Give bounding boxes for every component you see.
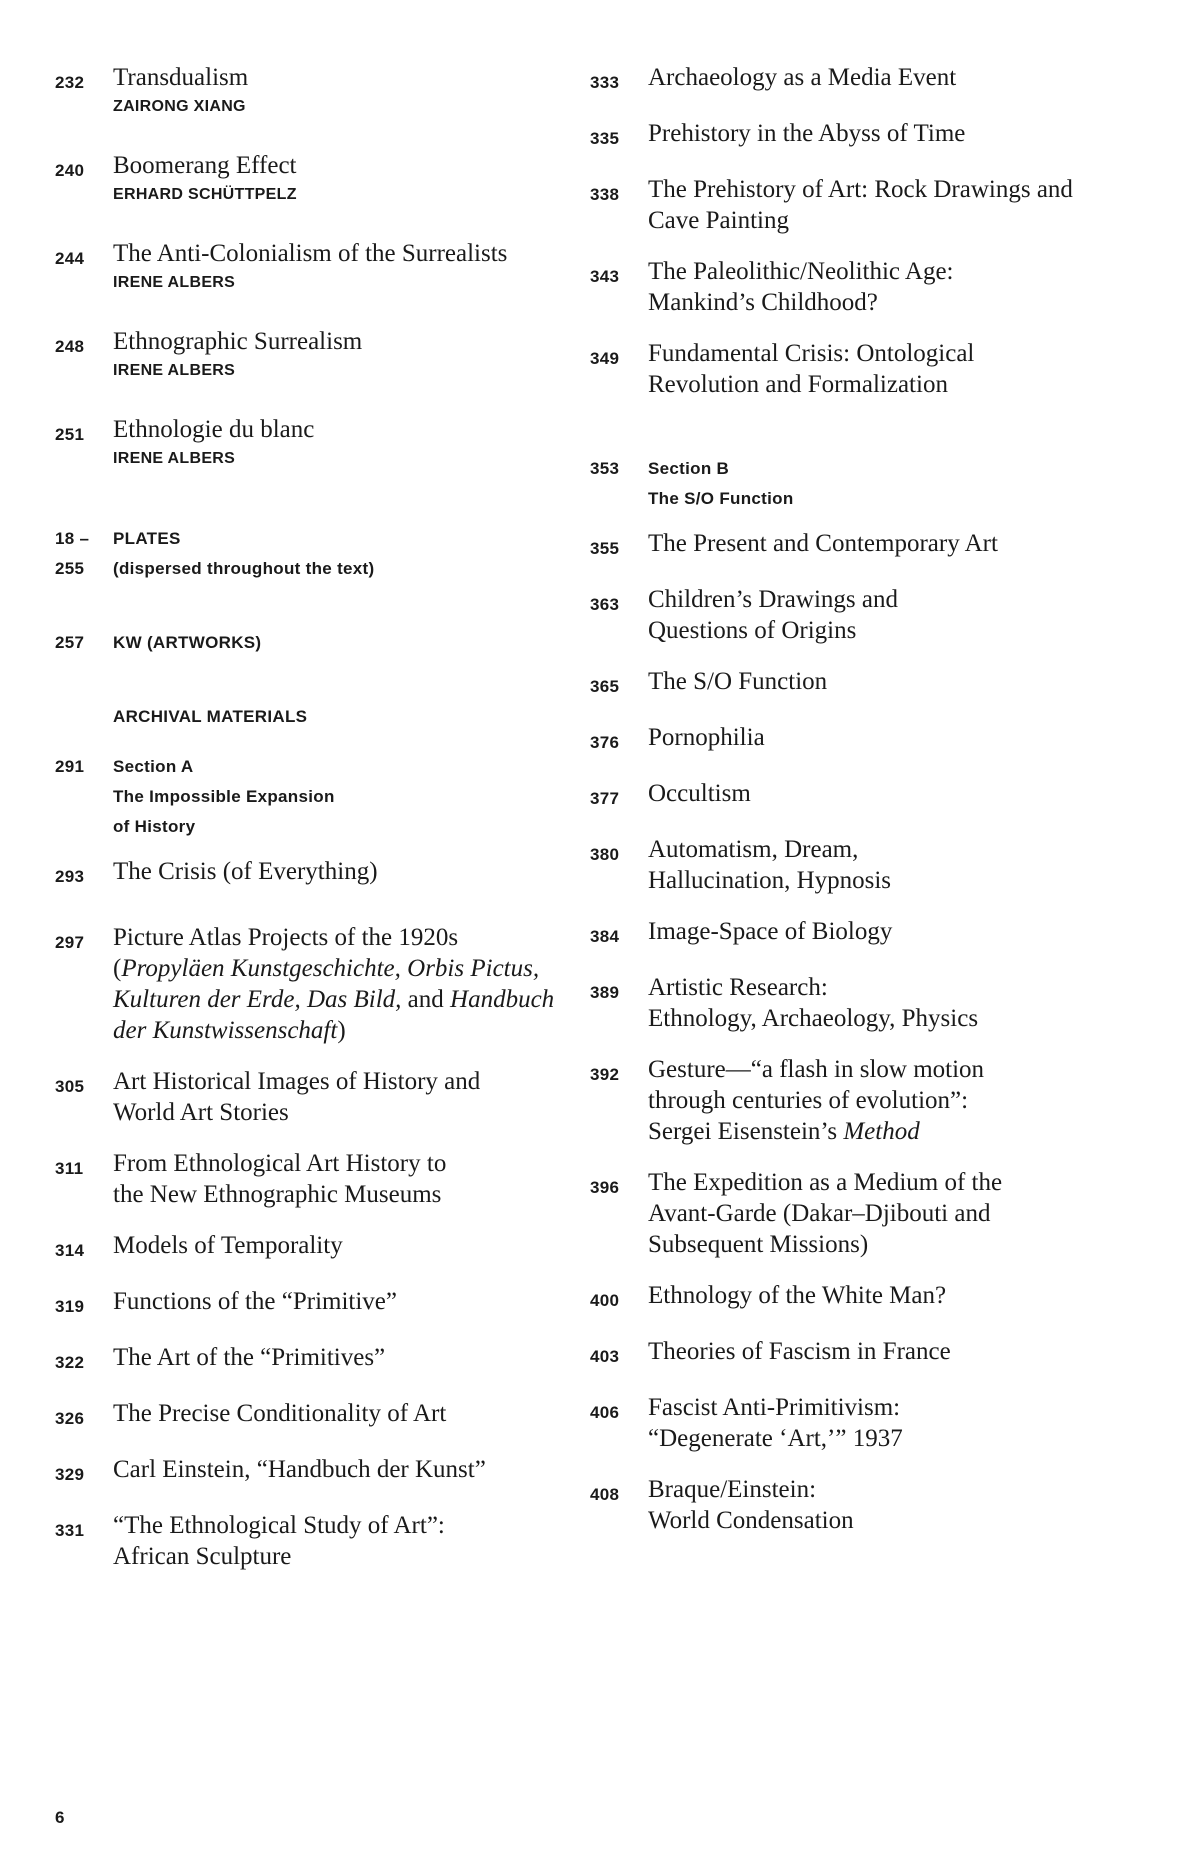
toc-entry[interactable] (590, 666, 1150, 702)
entry-title: The Crisis (of Everything) (113, 858, 378, 885)
entry-title: The Anti-Colonialism of the Surrealists (113, 240, 508, 267)
entry-title: Pornophilia (648, 724, 765, 751)
page-ref: 232 (55, 73, 85, 92)
italic-works: Handbuch (450, 986, 555, 1013)
toc-section-b[interactable] (590, 448, 1150, 514)
entry-title: Theories of Fascism in France (648, 1338, 951, 1365)
entry-title: Ethnographic Surrealism (113, 328, 363, 355)
entry-title: Transdualism (113, 64, 249, 91)
entry-title: Models of Temporality (113, 1232, 343, 1259)
section-a-label: Section A The Impossible Expansion of History (113, 757, 335, 836)
page-ref: 244 (55, 249, 85, 268)
page-ref: 400 (590, 1291, 620, 1310)
section-b-label: Section B The S/O Function (648, 459, 794, 508)
toc-entry[interactable] (590, 1280, 1150, 1316)
page-ref: 365 (590, 677, 620, 696)
toc-entry[interactable] (55, 1230, 575, 1266)
entry-title: Fascist Anti-Primitivism: “Degenerate ‘Art,’” 1937 (648, 1394, 903, 1452)
toc-entry[interactable] (590, 1474, 1150, 1536)
toc-entry[interactable] (590, 584, 1150, 646)
entry-title: The Art of the “Primitives” (113, 1344, 386, 1371)
entry-title: Archaeology as a Media Event (648, 64, 957, 91)
page-ref: 349 (590, 349, 620, 368)
toc-entry[interactable] (55, 856, 575, 892)
plates-label: PLATES (dispersed throughout the text) (113, 529, 375, 578)
toc-kw-entry[interactable] (55, 622, 575, 658)
toc-entry[interactable] (55, 62, 575, 120)
page-ref: 291 (55, 757, 85, 776)
entry-title: Image-Space of Biology (648, 918, 893, 945)
toc-entry[interactable] (55, 922, 575, 1046)
toc-entry[interactable] (55, 1148, 575, 1210)
entry-title: Fundamental Crisis: Ontological Revolution and Formalization (648, 340, 975, 398)
page-ref: 311 (55, 1159, 84, 1178)
kw-label: KW (ARTWORKS) (113, 633, 262, 652)
entry-author: ZAIRONG XIANG (113, 98, 246, 115)
toc-entry[interactable] (55, 1510, 575, 1572)
entry-author: ERHARD SCHÜTTPELZ (113, 186, 297, 203)
toc-entry[interactable] (590, 1392, 1150, 1454)
toc-entry[interactable] (55, 1066, 575, 1128)
toc-entry[interactable] (590, 62, 1150, 98)
spacer (55, 696, 113, 702)
entry-author: IRENE ALBERS (113, 450, 236, 467)
entry-title: Automatism, Dream, Hallucination, Hypnosis (648, 836, 892, 894)
page-ref: 363 (590, 595, 620, 614)
page-ref: 305 (55, 1077, 85, 1096)
toc-entry[interactable] (55, 238, 575, 296)
page-ref: 403 (590, 1347, 620, 1366)
entry-title: The S/O Function (648, 668, 828, 695)
italic-work: Method (843, 1118, 920, 1145)
title-text: Picture Atlas Projects of the 1920s (113, 924, 459, 951)
page-ref: 343 (590, 267, 620, 286)
toc-entry[interactable] (590, 528, 1150, 564)
page-ref: 257 (55, 633, 85, 652)
page-ref: 406 (590, 1403, 620, 1422)
page-number: 6 (55, 1808, 65, 1827)
entry-title: Ethnologie du blanc (113, 416, 315, 443)
entry-title: The Expedition as a Medium of the Avant-Garde (Dakar–Djibouti and Subsequent Missions) (648, 1169, 1003, 1258)
page-ref: 248 (55, 337, 85, 356)
entry-title: Ethnology of the White Man? (648, 1282, 947, 1309)
toc-entry[interactable] (55, 1342, 575, 1378)
page-ref: 377 (590, 789, 620, 808)
toc-entry[interactable] (590, 174, 1150, 236)
toc-entry[interactable] (55, 1398, 575, 1434)
page-ref: 380 (590, 845, 620, 864)
entry-title: The Prehistory of Art: Rock Drawings and Cave Painting (648, 176, 1073, 234)
entry-title: The Paleolithic/Neolithic Age: Mankind’s Childhood? (648, 258, 954, 316)
toc-entry[interactable] (590, 834, 1150, 896)
entry-title: “The Ethnological Study of Art”: African Sculpture (113, 1512, 445, 1570)
conjunction: and (401, 986, 451, 1013)
page-ref: 240 (55, 161, 85, 180)
page-ref: 329 (55, 1465, 85, 1484)
entry-title: Boomerang Effect (113, 152, 297, 179)
toc-entry[interactable] (590, 722, 1150, 758)
entry-title: Children’s Drawings and Questions of Origins (648, 586, 898, 644)
page-ref: 322 (55, 1353, 85, 1372)
toc-plates-entry[interactable] (55, 518, 575, 584)
italic-works: der Kunstwissenschaft (113, 1017, 338, 1044)
toc-entry[interactable] (590, 1054, 1150, 1147)
entry-title: Carl Einstein, “Handbuch der Kunst” (113, 1456, 486, 1483)
italic-works: Kulturen der Erde, Das Bild, (113, 986, 402, 1013)
entry-title: Art Historical Images of History and World Art Stories (113, 1068, 481, 1126)
page-ref: 333 (590, 73, 620, 92)
archival-heading-row (55, 696, 575, 732)
paren: ( (113, 955, 122, 982)
entry-title: Functions of the “Primitive” (113, 1288, 397, 1315)
entry-title: Occultism (648, 780, 751, 807)
paren: ) (337, 1017, 346, 1044)
entry-title: Prehistory in the Abyss of Time (648, 120, 966, 147)
page-ref: 314 (55, 1241, 85, 1260)
toc-entry[interactable] (590, 778, 1150, 814)
toc-entry[interactable] (55, 326, 575, 384)
toc-entry[interactable] (590, 118, 1150, 154)
entry-title: Braque/Einstein: World Condensation (648, 1476, 854, 1534)
entry-title: The Precise Conditionality of Art (113, 1400, 447, 1427)
toc-entry[interactable] (590, 916, 1150, 952)
page-ref: 384 (590, 927, 620, 946)
entry-title: The Present and Contemporary Art (648, 530, 998, 557)
toc-entry[interactable] (590, 1336, 1150, 1372)
toc-left-column (55, 62, 575, 1572)
page-ref: 18 – 255 (55, 529, 90, 578)
toc-entry[interactable] (55, 150, 575, 208)
toc-section-a[interactable] (55, 746, 575, 842)
page-ref: 392 (590, 1065, 620, 1084)
page-ref: 335 (590, 129, 620, 148)
toc-entry[interactable] (590, 256, 1150, 318)
page-ref: 355 (590, 539, 620, 558)
toc-entry[interactable] (590, 338, 1150, 400)
page-ref: 408 (590, 1485, 620, 1504)
page-ref: 338 (590, 185, 620, 204)
entry-title: From Ethnological Art History to the New Ethnographic Museums (113, 1150, 447, 1208)
entry-author: IRENE ALBERS (113, 274, 236, 291)
entry-title: Artistic Research: Ethnology, Archaeology, Physics (648, 974, 979, 1032)
page-ref: 376 (590, 733, 620, 752)
entry-author: IRENE ALBERS (113, 362, 236, 379)
page-ref: 353 (590, 459, 620, 478)
page-ref: 396 (590, 1178, 620, 1197)
page-ref: 326 (55, 1409, 85, 1428)
toc-entry[interactable] (55, 414, 575, 472)
toc-entry[interactable] (55, 1286, 575, 1322)
entry-title (648, 1054, 1150, 1147)
entry-title (113, 922, 575, 1046)
title-text: Gesture—“a flash in slow motion through centuries of evolution”: Sergei Eisenstein’s (648, 1056, 985, 1145)
toc-entry[interactable] (590, 972, 1150, 1034)
page-ref: 293 (55, 867, 85, 886)
toc-entry[interactable] (55, 1454, 575, 1490)
page-ref: 297 (55, 933, 85, 952)
page-ref: 251 (55, 425, 85, 444)
archival-materials-heading: ARCHIVAL MATERIALS (113, 707, 308, 726)
toc-entry[interactable] (590, 1167, 1150, 1260)
page-ref: 331 (55, 1521, 85, 1540)
page-ref: 319 (55, 1297, 85, 1316)
toc-right-column (590, 62, 1150, 1536)
italic-works: Propyläen Kunstgeschichte, Orbis Pictus, (121, 955, 540, 982)
page-ref: 389 (590, 983, 620, 1002)
